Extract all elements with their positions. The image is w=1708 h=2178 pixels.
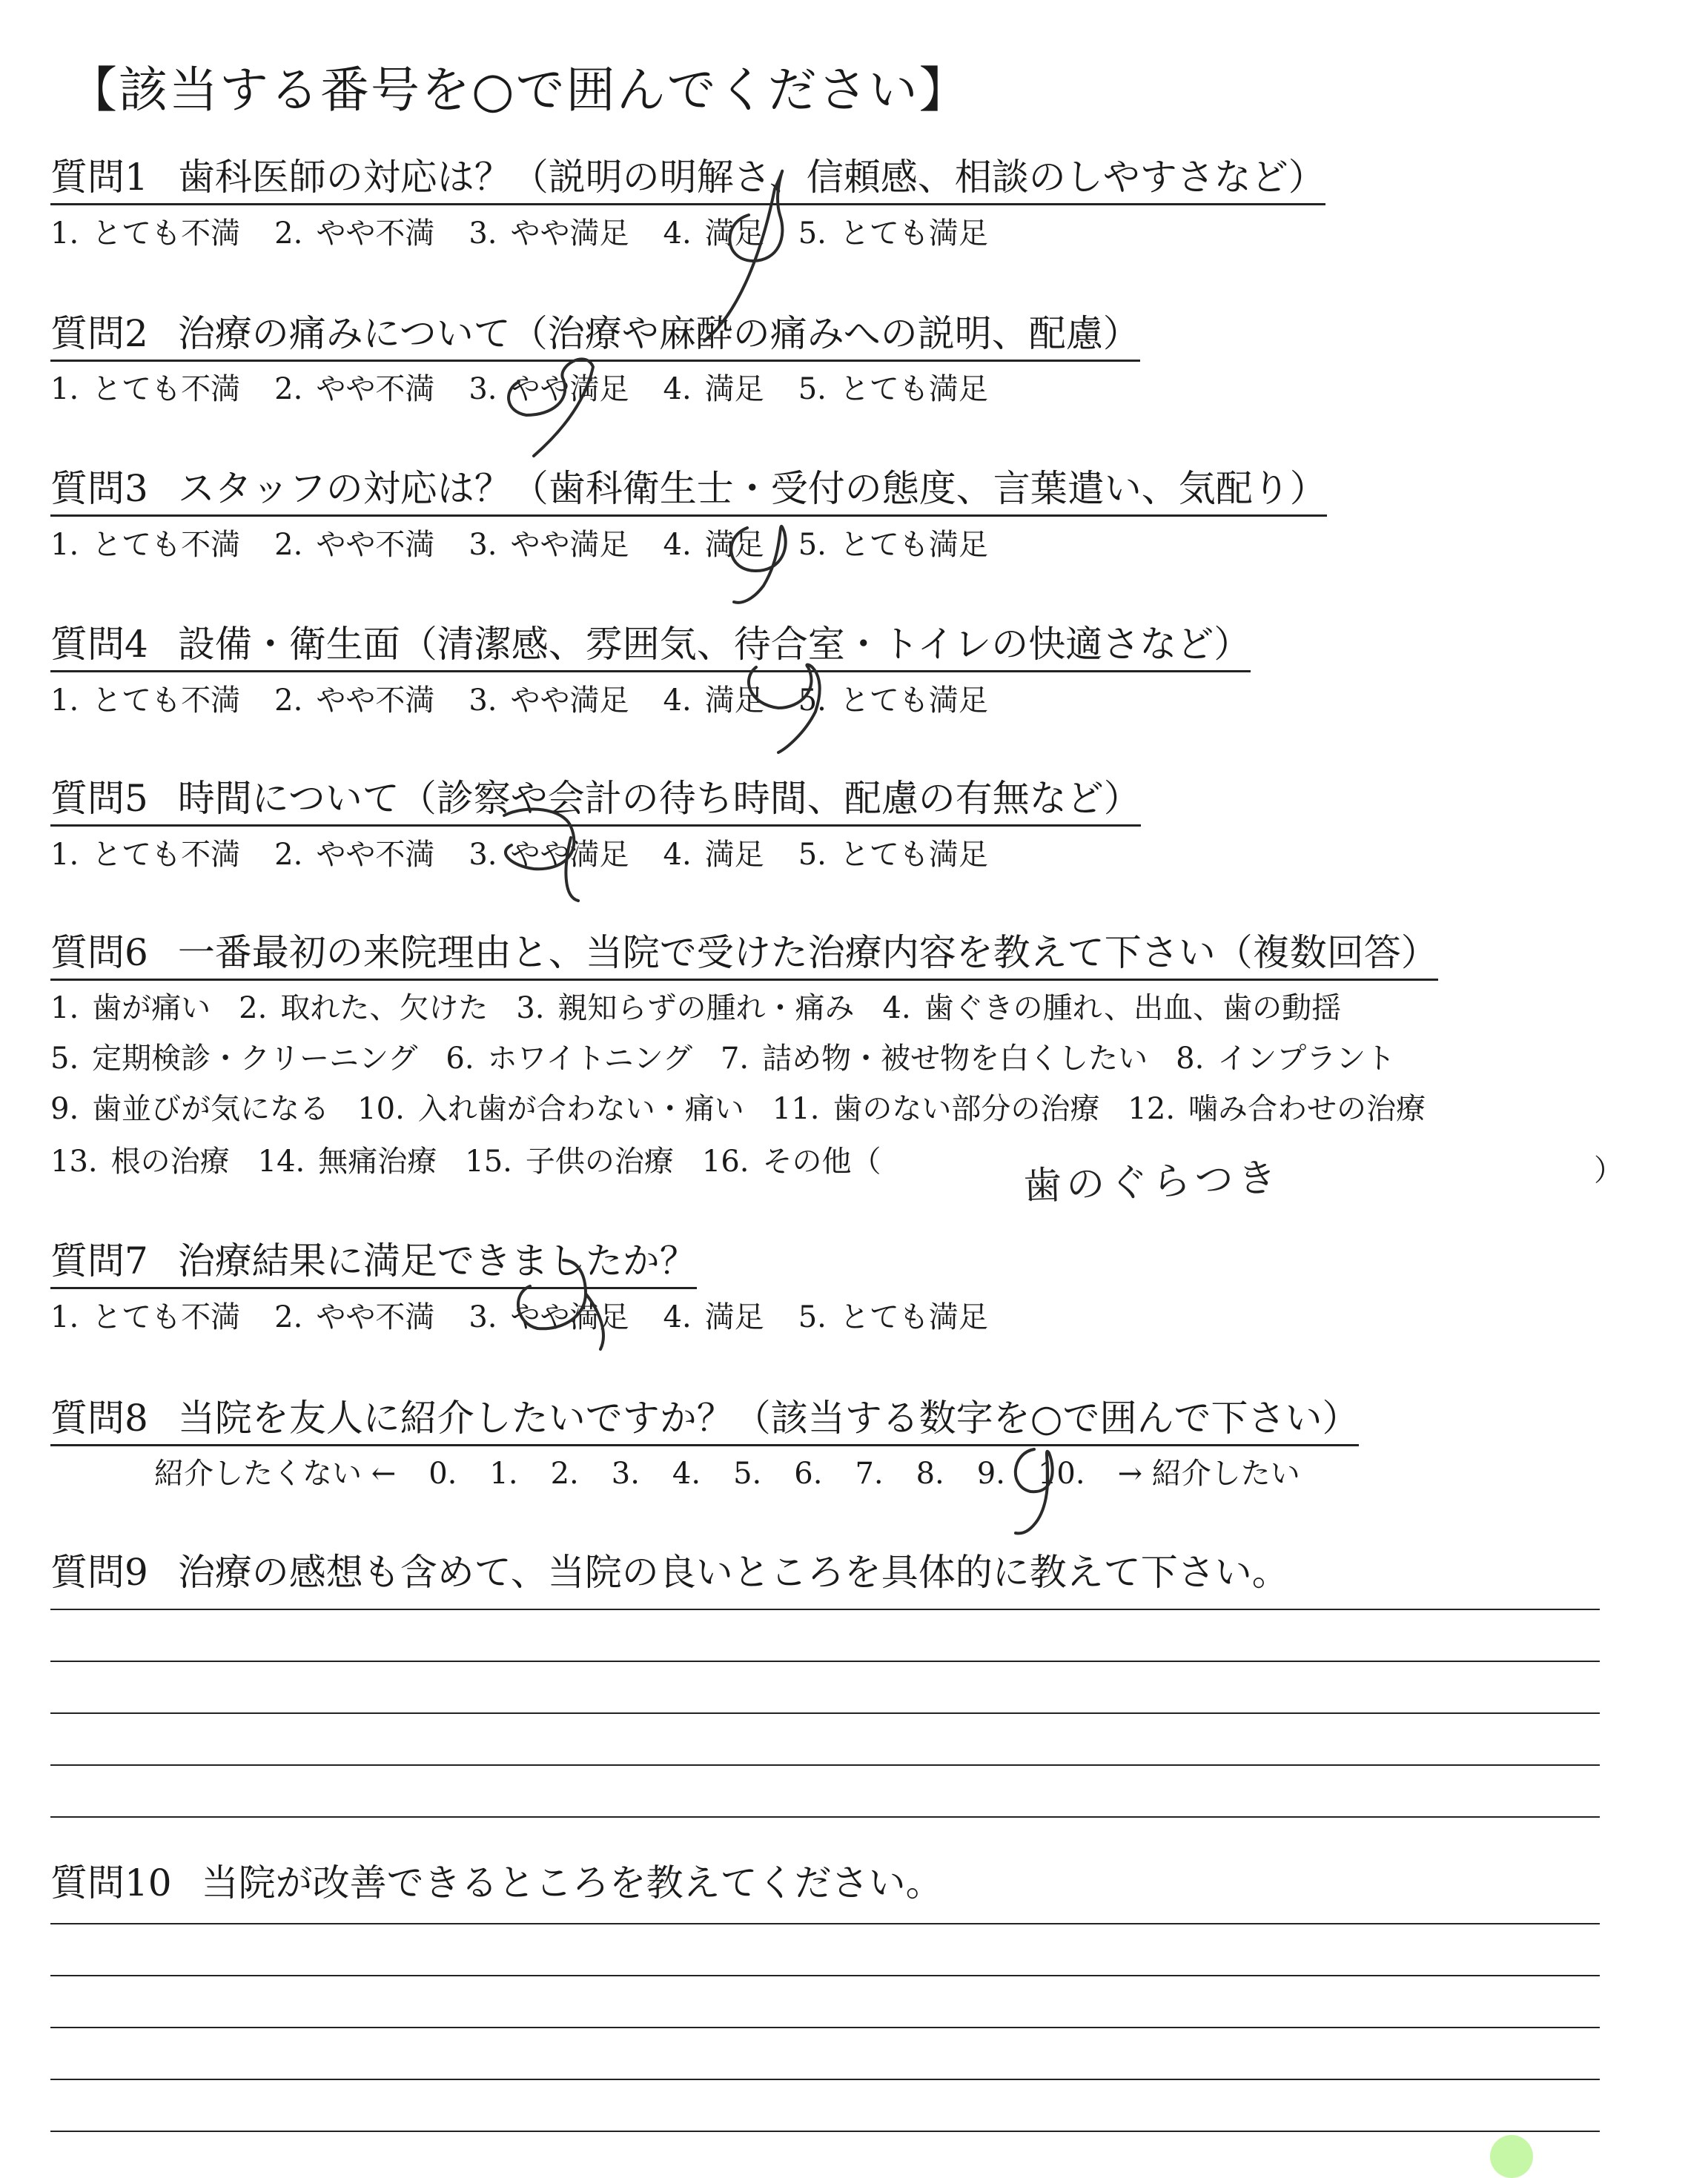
question-8-heading (50, 1397, 1360, 1446)
answer-line[interactable] (50, 2027, 1600, 2028)
option-3[interactable]: 3. やや満足 (469, 528, 629, 562)
question-number: 質問5 (50, 777, 148, 820)
scale-3[interactable]: 3. (611, 1457, 640, 1491)
question-text: スタッフの対応は？（歯科衛生士・受付の態度、言葉遣い、気配り） (177, 467, 1327, 510)
question-5-heading (50, 777, 1141, 827)
answer-line[interactable] (50, 1764, 1600, 1766)
option-5[interactable]: 5. とても満足 (798, 683, 988, 718)
question-text: 設備・衛生面（清潔感、雰囲気、待合室・トイレの快適さなど） (177, 623, 1251, 666)
scale-2[interactable]: 2. (550, 1457, 579, 1491)
option-8[interactable]: 8. インプラント (1176, 1042, 1396, 1076)
option-5[interactable]: 5. とても満足 (798, 838, 988, 872)
question-3-heading (50, 467, 1327, 517)
question-8 (50, 1397, 1360, 1446)
question-number: 質問1 (50, 156, 148, 199)
q7-options (50, 1300, 1022, 1334)
scale-7[interactable]: 7. (855, 1457, 884, 1491)
answer-line[interactable] (50, 2079, 1600, 2080)
option-7[interactable]: 7. 詰め物・被せ物を白くしたい (720, 1042, 1148, 1076)
option-16[interactable]: 16. その他（ (701, 1145, 881, 1179)
option-2[interactable]: 2. やや不満 (274, 372, 435, 406)
option-2[interactable]: 2. やや不満 (274, 1300, 435, 1334)
question-2 (50, 312, 1140, 362)
q6-other-handwritten-answer[interactable]: 歯のぐらつき (1022, 1155, 1282, 1210)
question-text: 治療結果に満足できましたか？ (177, 1239, 697, 1282)
scale-8[interactable]: 8. (916, 1457, 944, 1491)
scale-4[interactable]: 4. (672, 1457, 701, 1491)
question-text: 歯科医師の対応は？（説明の明解さ、信頼感、相談のしやすさなど） (177, 156, 1325, 199)
question-number: 質問9 (50, 1551, 148, 1594)
question-number: 質問6 (50, 931, 148, 974)
scale-left-label: 紹介したくない ← (154, 1457, 397, 1491)
question-number: 質問2 (50, 312, 148, 355)
question-text: 治療の感想も含めて、当院の良いところを具体的に教えて下さい。 (177, 1551, 1289, 1594)
option-4[interactable]: 4. 満足 (663, 372, 764, 406)
question-text: 当院を友人に紹介したいですか？（該当する数字を○で囲んで下さい） (177, 1397, 1360, 1440)
question-text: 治療の痛みについて（治療や麻酔の痛みへの説明、配慮） (177, 312, 1140, 355)
scale-0[interactable]: 0. (428, 1457, 457, 1491)
question-number: 質問3 (50, 467, 148, 510)
scale-9[interactable]: 9. (976, 1457, 1005, 1491)
answer-line[interactable] (50, 1816, 1600, 1818)
option-3[interactable]: 3. 親知らずの腫れ・痛み (516, 991, 855, 1025)
question-10-heading (50, 1861, 943, 1904)
option-4[interactable]: 4. 満足 (663, 528, 764, 562)
answer-line[interactable] (50, 1975, 1600, 1976)
question-text: 当院が改善できるところを教えてください。 (201, 1861, 943, 1904)
q3-options (50, 530, 1022, 560)
option-13[interactable]: 13. 根の治療 (50, 1145, 230, 1179)
answer-line[interactable] (50, 2131, 1600, 2132)
q1-options (50, 216, 1022, 251)
question-4-heading (50, 623, 1251, 672)
q6-options-row-2 (50, 1042, 1423, 1076)
option-12[interactable]: 12. 噛み合わせの治療 (1128, 1092, 1426, 1126)
q6-other-close-paren: ） (1594, 1153, 1623, 1188)
question-6-heading (50, 931, 1438, 981)
option-4[interactable]: 4. 満足 (663, 1300, 764, 1334)
scale-5[interactable]: 5. (733, 1457, 762, 1491)
question-number: 質問7 (50, 1239, 148, 1282)
option-5[interactable]: 5. とても満足 (798, 1300, 988, 1334)
green-marker-dot (1490, 2135, 1533, 2178)
option-3[interactable]: 3. やや満足 (469, 216, 629, 251)
answer-line[interactable] (50, 1661, 1600, 1662)
option-2[interactable]: 2. やや不満 (274, 528, 435, 562)
option-1[interactable]: 1. とても不満 (50, 838, 241, 872)
form-title: 【該当する番号を○で囲んでください】 (68, 62, 970, 119)
option-3[interactable]: 3. やや満足 (469, 838, 629, 872)
option-5[interactable]: 5. とても満足 (798, 216, 988, 251)
option-2[interactable]: 2. 取れた、欠けた (239, 991, 489, 1025)
option-3[interactable]: 3. やや満足 (469, 372, 629, 406)
answer-line[interactable] (50, 1712, 1600, 1714)
question-number: 質問4 (50, 623, 148, 666)
q6-options-row-4 (50, 1145, 910, 1179)
option-14[interactable]: 14. 無痛治療 (257, 1145, 437, 1179)
option-5[interactable]: 5. 定期検診・クリーニング (50, 1042, 418, 1076)
option-3[interactable]: 3. やや満足 (469, 1300, 629, 1334)
option-2[interactable]: 2. やや不満 (274, 838, 435, 872)
scale-1[interactable]: 1. (489, 1457, 518, 1491)
answer-line[interactable] (50, 1609, 1600, 1610)
option-4[interactable]: 4. 満足 (663, 683, 764, 718)
option-2[interactable]: 2. やや不満 (274, 216, 435, 251)
question-6 (50, 931, 1438, 981)
option-1[interactable]: 1. とても不満 (50, 683, 241, 718)
question-9-heading (50, 1551, 1289, 1594)
question-text: 一番最初の来院理由と、当院で受けた治療内容を教えて下さい（複数回答） (177, 931, 1438, 974)
option-9[interactable]: 9. 歯並びが気になる (50, 1092, 330, 1126)
option-3[interactable]: 3. やや満足 (469, 683, 629, 718)
option-4[interactable]: 4. 歯ぐきの腫れ、出血、歯の動揺 (882, 991, 1342, 1025)
option-10[interactable]: 10. 入れ歯が合わない・痛い (357, 1092, 744, 1126)
option-4[interactable]: 4. 満足 (663, 216, 764, 251)
option-1[interactable]: 1. とても不満 (50, 1300, 241, 1334)
q2-options (50, 374, 1022, 404)
question-5 (50, 777, 1141, 827)
question-1-heading (50, 156, 1325, 205)
option-11[interactable]: 11. 歯のない部分の治療 (772, 1092, 1100, 1126)
scale-right-label: → 紹介したい (1117, 1457, 1300, 1491)
scale-6[interactable]: 6. (794, 1457, 823, 1491)
option-15[interactable]: 15. 子供の治療 (465, 1145, 674, 1179)
option-2[interactable]: 2. やや不満 (274, 683, 435, 718)
option-6[interactable]: 6. ホワイトニング (446, 1042, 692, 1076)
option-1[interactable]: 1. とても不満 (50, 216, 241, 251)
question-7-heading (50, 1239, 697, 1289)
question-text: 時間について（診察や会計の待ち時間、配慮の有無など） (177, 777, 1141, 820)
question-2-heading (50, 312, 1140, 362)
question-1 (50, 156, 1325, 205)
option-5[interactable]: 5. とても満足 (798, 372, 988, 406)
option-4[interactable]: 4. 満足 (663, 838, 764, 872)
scale-10[interactable]: 10. (1037, 1457, 1085, 1491)
q5-options (50, 840, 1022, 870)
q6-options-row-1 (50, 993, 1369, 1023)
question-number: 質問10 (50, 1861, 172, 1904)
q8-scale (154, 1459, 1333, 1489)
question-9 (50, 1551, 1289, 1594)
option-1[interactable]: 1. 歯が痛い (50, 991, 211, 1025)
q6-options-row-3 (50, 1094, 1454, 1124)
option-5[interactable]: 5. とても満足 (798, 528, 988, 562)
q4-options (50, 683, 1022, 718)
question-3 (50, 467, 1327, 517)
answer-line[interactable] (50, 1923, 1600, 1924)
question-number: 質問8 (50, 1397, 148, 1440)
option-1[interactable]: 1. とても不満 (50, 528, 241, 562)
option-1[interactable]: 1. とても不満 (50, 372, 241, 406)
question-10 (50, 1861, 943, 1904)
question-4 (50, 623, 1251, 672)
question-7 (50, 1239, 697, 1289)
